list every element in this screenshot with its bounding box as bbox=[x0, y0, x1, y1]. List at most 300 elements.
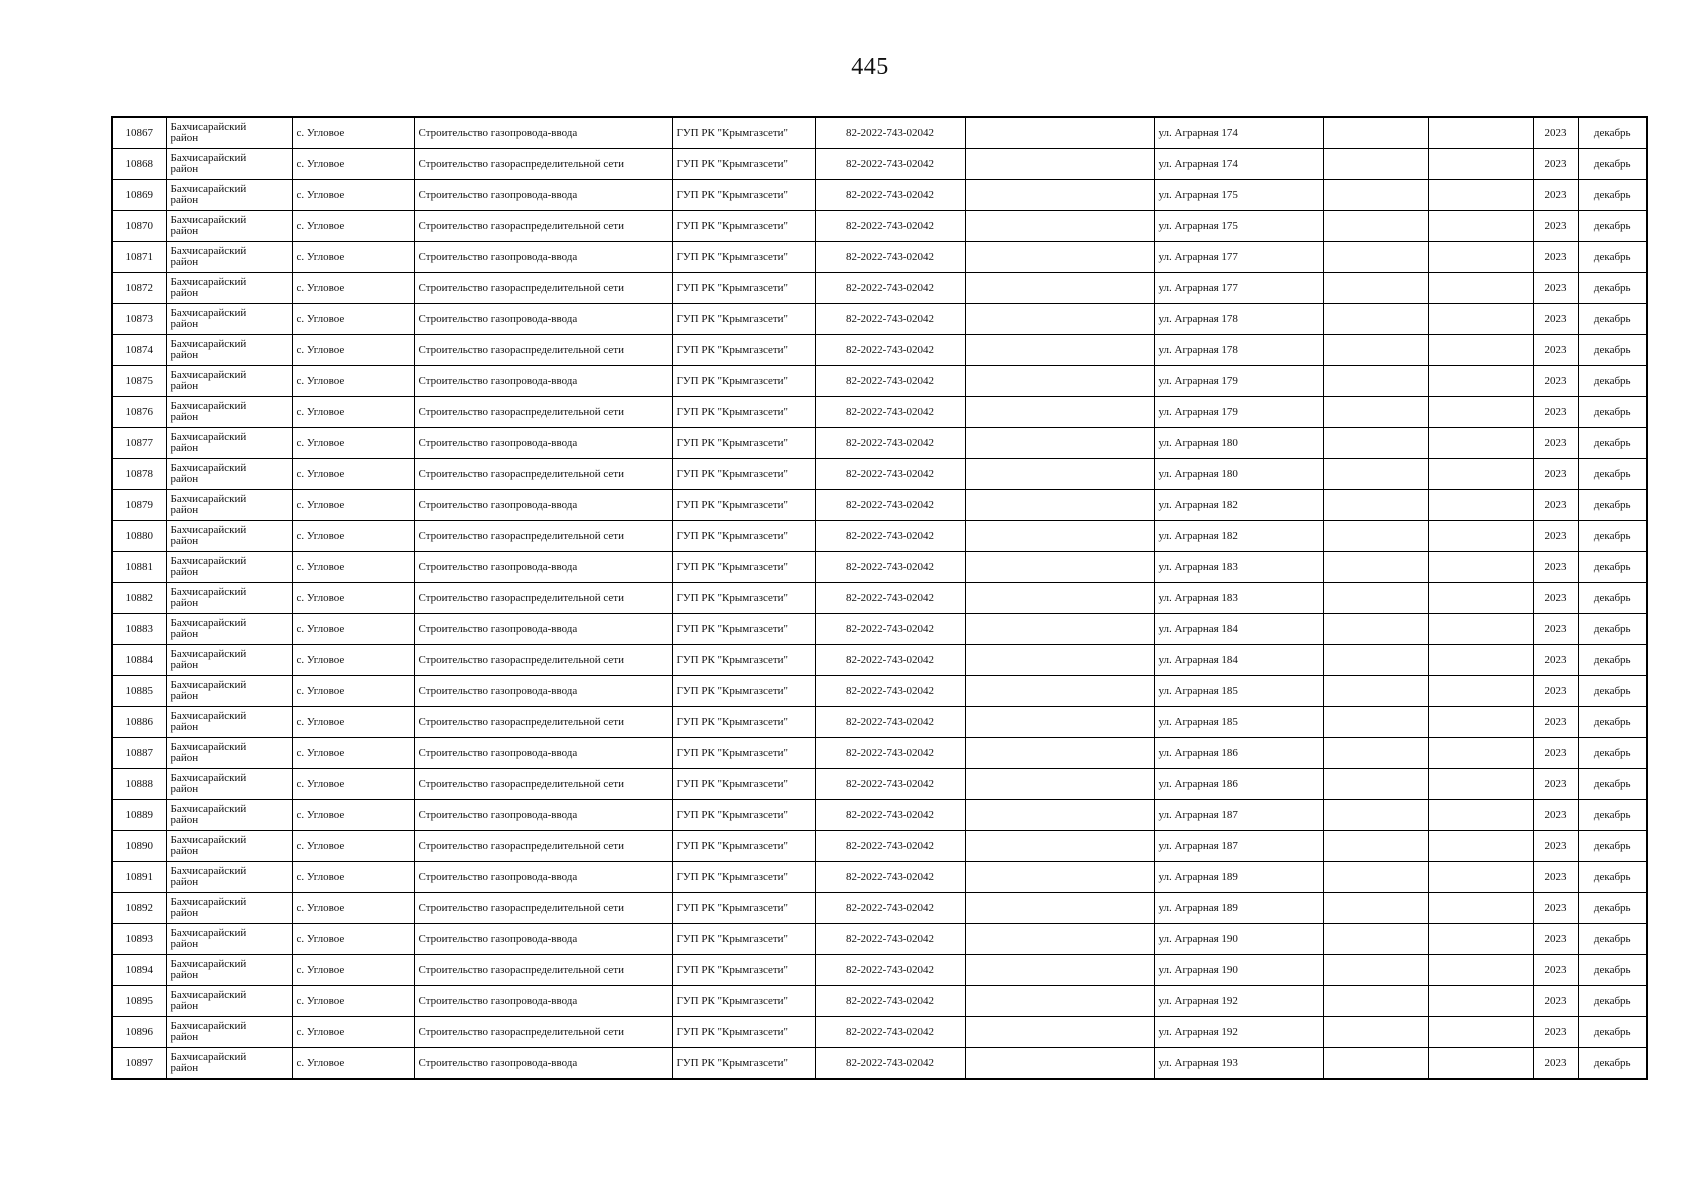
district-name-line2: район bbox=[170, 318, 199, 330]
cell-month: декабрь bbox=[1578, 428, 1647, 459]
cell-empty bbox=[965, 893, 1154, 924]
cell-month: декабрь bbox=[1578, 893, 1647, 924]
table-row bbox=[112, 707, 1647, 738]
cell-year: 2023 bbox=[1533, 924, 1578, 955]
cell-number: 10869 bbox=[112, 180, 166, 211]
cell-work-type: Строительство газораспределительной сети bbox=[414, 273, 672, 304]
cell-work-type: Строительство газораспределительной сети bbox=[414, 1017, 672, 1048]
cell-district bbox=[166, 707, 292, 738]
cell-year: 2023 bbox=[1533, 428, 1578, 459]
district-name-line2: район bbox=[170, 163, 199, 175]
table-row bbox=[112, 521, 1647, 552]
cell-address: ул. Аграрная 174 bbox=[1154, 149, 1323, 180]
district-name-line1: Бахчисарайский bbox=[170, 834, 247, 846]
cell-month: декабрь bbox=[1578, 397, 1647, 428]
cell-registry-code: 82-2022-743-02042 bbox=[815, 459, 965, 490]
cell-settlement: с. Угловое bbox=[292, 676, 414, 707]
district-name-line1: Бахчисарайский bbox=[170, 245, 247, 257]
cell-district bbox=[166, 366, 292, 397]
cell-work-type: Строительство газопровода-ввода bbox=[414, 304, 672, 335]
district-name-line1: Бахчисарайский bbox=[170, 958, 247, 970]
cell-registry-code: 82-2022-743-02042 bbox=[815, 924, 965, 955]
cell-organization: ГУП РК "Крымгазсети" bbox=[672, 211, 815, 242]
cell-organization: ГУП РК "Крымгазсети" bbox=[672, 645, 815, 676]
district-name-line1: Бахчисарайский bbox=[170, 865, 247, 877]
district-name-line1: Бахчисарайский bbox=[170, 710, 247, 722]
cell-number: 10897 bbox=[112, 1048, 166, 1080]
cell-empty bbox=[1428, 1017, 1533, 1048]
cell-district bbox=[166, 149, 292, 180]
cell-organization: ГУП РК "Крымгазсети" bbox=[672, 738, 815, 769]
cell-empty bbox=[1323, 707, 1428, 738]
cell-empty bbox=[1323, 831, 1428, 862]
cell-work-type: Строительство газораспределительной сети bbox=[414, 459, 672, 490]
cell-month: декабрь bbox=[1578, 614, 1647, 645]
cell-registry-code: 82-2022-743-02042 bbox=[815, 366, 965, 397]
cell-number: 10889 bbox=[112, 800, 166, 831]
district-name-line2: район bbox=[170, 411, 199, 423]
cell-empty bbox=[1428, 707, 1533, 738]
district-name-line2: район bbox=[170, 907, 199, 919]
cell-settlement: с. Угловое bbox=[292, 366, 414, 397]
cell-year: 2023 bbox=[1533, 117, 1578, 149]
cell-address: ул. Аграрная 180 bbox=[1154, 428, 1323, 459]
district-name-line2: район bbox=[170, 969, 199, 981]
cell-address: ул. Аграрная 178 bbox=[1154, 335, 1323, 366]
table-row bbox=[112, 676, 1647, 707]
cell-district bbox=[166, 614, 292, 645]
cell-work-type: Строительство газопровода-ввода bbox=[414, 366, 672, 397]
cell-address: ул. Аграрная 182 bbox=[1154, 490, 1323, 521]
cell-empty bbox=[965, 397, 1154, 428]
district-name-line2: район bbox=[170, 690, 199, 702]
cell-empty bbox=[1428, 490, 1533, 521]
cell-empty bbox=[965, 676, 1154, 707]
cell-settlement: с. Угловое bbox=[292, 180, 414, 211]
cell-number: 10894 bbox=[112, 955, 166, 986]
district-name-line1: Бахчисарайский bbox=[170, 803, 247, 815]
cell-year: 2023 bbox=[1533, 986, 1578, 1017]
cell-settlement: с. Угловое bbox=[292, 521, 414, 552]
cell-work-type: Строительство газораспределительной сети bbox=[414, 397, 672, 428]
cell-year: 2023 bbox=[1533, 552, 1578, 583]
cell-address: ул. Аграрная 187 bbox=[1154, 800, 1323, 831]
district-name-line2: район bbox=[170, 473, 199, 485]
cell-work-type: Строительство газораспределительной сети bbox=[414, 645, 672, 676]
district-name-line2: район bbox=[170, 1000, 199, 1012]
table-row bbox=[112, 211, 1647, 242]
cell-work-type: Строительство газопровода-ввода bbox=[414, 862, 672, 893]
cell-settlement: с. Угловое bbox=[292, 1048, 414, 1080]
cell-empty bbox=[1323, 366, 1428, 397]
cell-settlement: с. Угловое bbox=[292, 924, 414, 955]
cell-empty bbox=[1323, 242, 1428, 273]
cell-empty bbox=[1428, 180, 1533, 211]
cell-year: 2023 bbox=[1533, 490, 1578, 521]
district-name-line2: район bbox=[170, 628, 199, 640]
cell-work-type: Строительство газораспределительной сети bbox=[414, 955, 672, 986]
cell-organization: ГУП РК "Крымгазсети" bbox=[672, 366, 815, 397]
table-row bbox=[112, 149, 1647, 180]
cell-year: 2023 bbox=[1533, 397, 1578, 428]
cell-work-type: Строительство газопровода-ввода bbox=[414, 1048, 672, 1080]
cell-empty bbox=[965, 738, 1154, 769]
district-name-line1: Бахчисарайский bbox=[170, 214, 247, 226]
cell-number: 10886 bbox=[112, 707, 166, 738]
cell-district bbox=[166, 986, 292, 1017]
cell-address: ул. Аграрная 175 bbox=[1154, 180, 1323, 211]
cell-district bbox=[166, 800, 292, 831]
cell-month: декабрь bbox=[1578, 335, 1647, 366]
table-row bbox=[112, 397, 1647, 428]
cell-empty bbox=[1323, 521, 1428, 552]
cell-work-type: Строительство газопровода-ввода bbox=[414, 180, 672, 211]
cell-district bbox=[166, 955, 292, 986]
cell-settlement: с. Угловое bbox=[292, 645, 414, 676]
cell-empty bbox=[965, 1048, 1154, 1080]
cell-empty bbox=[1323, 304, 1428, 335]
table-row bbox=[112, 645, 1647, 676]
cell-empty bbox=[1323, 1017, 1428, 1048]
cell-registry-code: 82-2022-743-02042 bbox=[815, 242, 965, 273]
cell-empty bbox=[1428, 366, 1533, 397]
cell-registry-code: 82-2022-743-02042 bbox=[815, 335, 965, 366]
district-name-line1: Бахчисарайский bbox=[170, 524, 247, 536]
table-row bbox=[112, 1017, 1647, 1048]
cell-empty bbox=[1323, 924, 1428, 955]
cell-empty bbox=[1428, 521, 1533, 552]
cell-year: 2023 bbox=[1533, 645, 1578, 676]
district-name-line1: Бахчисарайский bbox=[170, 431, 247, 443]
cell-work-type: Строительство газораспределительной сети bbox=[414, 335, 672, 366]
table-row bbox=[112, 614, 1647, 645]
table-row bbox=[112, 335, 1647, 366]
cell-district bbox=[166, 117, 292, 149]
cell-year: 2023 bbox=[1533, 366, 1578, 397]
cell-empty bbox=[965, 924, 1154, 955]
cell-empty bbox=[1428, 862, 1533, 893]
cell-empty bbox=[965, 583, 1154, 614]
cell-settlement: с. Угловое bbox=[292, 893, 414, 924]
cell-empty bbox=[1323, 273, 1428, 304]
cell-year: 2023 bbox=[1533, 1048, 1578, 1080]
cell-settlement: с. Угловое bbox=[292, 428, 414, 459]
cell-organization: ГУП РК "Крымгазсети" bbox=[672, 1048, 815, 1080]
cell-year: 2023 bbox=[1533, 180, 1578, 211]
cell-work-type: Строительство газопровода-ввода bbox=[414, 738, 672, 769]
district-name-line1: Бахчисарайский bbox=[170, 648, 247, 660]
cell-month: декабрь bbox=[1578, 769, 1647, 800]
cell-district bbox=[166, 1048, 292, 1080]
cell-organization: ГУП РК "Крымгазсети" bbox=[672, 831, 815, 862]
cell-work-type: Строительство газопровода-ввода bbox=[414, 428, 672, 459]
cell-empty bbox=[965, 149, 1154, 180]
cell-month: декабрь bbox=[1578, 1048, 1647, 1080]
cell-empty bbox=[965, 211, 1154, 242]
cell-registry-code: 82-2022-743-02042 bbox=[815, 986, 965, 1017]
cell-organization: ГУП РК "Крымгазсети" bbox=[672, 862, 815, 893]
cell-work-type: Строительство газораспределительной сети bbox=[414, 521, 672, 552]
cell-empty bbox=[1323, 490, 1428, 521]
cell-registry-code: 82-2022-743-02042 bbox=[815, 304, 965, 335]
district-name-line2: район bbox=[170, 597, 199, 609]
cell-settlement: с. Угловое bbox=[292, 335, 414, 366]
cell-address: ул. Аграрная 177 bbox=[1154, 242, 1323, 273]
cell-number: 10871 bbox=[112, 242, 166, 273]
cell-number: 10890 bbox=[112, 831, 166, 862]
cell-address: ул. Аграрная 192 bbox=[1154, 986, 1323, 1017]
cell-organization: ГУП РК "Крымгазсети" bbox=[672, 800, 815, 831]
cell-address: ул. Аграрная 180 bbox=[1154, 459, 1323, 490]
cell-empty bbox=[965, 273, 1154, 304]
cell-address: ул. Аграрная 190 bbox=[1154, 924, 1323, 955]
cell-empty bbox=[1428, 1048, 1533, 1080]
cell-empty bbox=[1428, 986, 1533, 1017]
cell-address: ул. Аграрная 193 bbox=[1154, 1048, 1323, 1080]
cell-month: декабрь bbox=[1578, 831, 1647, 862]
cell-empty bbox=[1428, 831, 1533, 862]
table-row bbox=[112, 552, 1647, 583]
table-row bbox=[112, 831, 1647, 862]
cell-address: ул. Аграрная 187 bbox=[1154, 831, 1323, 862]
cell-empty bbox=[1428, 676, 1533, 707]
cell-empty bbox=[965, 645, 1154, 676]
cell-registry-code: 82-2022-743-02042 bbox=[815, 273, 965, 304]
cell-number: 10896 bbox=[112, 1017, 166, 1048]
district-name-line2: район bbox=[170, 287, 199, 299]
cell-address: ул. Аграрная 179 bbox=[1154, 366, 1323, 397]
cell-empty bbox=[965, 366, 1154, 397]
district-name-line2: район bbox=[170, 938, 199, 950]
table-row bbox=[112, 242, 1647, 273]
district-name-line1: Бахчисарайский bbox=[170, 927, 247, 939]
cell-registry-code: 82-2022-743-02042 bbox=[815, 862, 965, 893]
cell-number: 10868 bbox=[112, 149, 166, 180]
district-name-line1: Бахчисарайский bbox=[170, 989, 247, 1001]
cell-empty bbox=[965, 955, 1154, 986]
cell-empty bbox=[1428, 614, 1533, 645]
cell-year: 2023 bbox=[1533, 521, 1578, 552]
cell-settlement: с. Угловое bbox=[292, 149, 414, 180]
table-row bbox=[112, 428, 1647, 459]
cell-empty bbox=[965, 459, 1154, 490]
cell-organization: ГУП РК "Крымгазсети" bbox=[672, 428, 815, 459]
district-name-line2: район bbox=[170, 876, 199, 888]
district-name-line1: Бахчисарайский bbox=[170, 586, 247, 598]
table-row bbox=[112, 304, 1647, 335]
cell-year: 2023 bbox=[1533, 149, 1578, 180]
cell-number: 10892 bbox=[112, 893, 166, 924]
cell-month: декабрь bbox=[1578, 645, 1647, 676]
cell-registry-code: 82-2022-743-02042 bbox=[815, 645, 965, 676]
cell-number: 10891 bbox=[112, 862, 166, 893]
cell-number: 10872 bbox=[112, 273, 166, 304]
cell-month: декабрь bbox=[1578, 924, 1647, 955]
cell-number: 10880 bbox=[112, 521, 166, 552]
cell-organization: ГУП РК "Крымгазсети" bbox=[672, 583, 815, 614]
cell-month: декабрь bbox=[1578, 521, 1647, 552]
cell-settlement: с. Угловое bbox=[292, 552, 414, 583]
cell-organization: ГУП РК "Крымгазсети" bbox=[672, 707, 815, 738]
district-name-line2: район bbox=[170, 535, 199, 547]
cell-empty bbox=[1428, 924, 1533, 955]
cell-district bbox=[166, 583, 292, 614]
cell-work-type: Строительство газопровода-ввода bbox=[414, 924, 672, 955]
cell-year: 2023 bbox=[1533, 800, 1578, 831]
cell-address: ул. Аграрная 192 bbox=[1154, 1017, 1323, 1048]
cell-organization: ГУП РК "Крымгазсети" bbox=[672, 242, 815, 273]
cell-organization: ГУП РК "Крымгазсети" bbox=[672, 769, 815, 800]
cell-district bbox=[166, 831, 292, 862]
cell-address: ул. Аграрная 183 bbox=[1154, 552, 1323, 583]
cell-empty bbox=[1323, 614, 1428, 645]
cell-registry-code: 82-2022-743-02042 bbox=[815, 955, 965, 986]
cell-organization: ГУП РК "Крымгазсети" bbox=[672, 955, 815, 986]
cell-settlement: с. Угловое bbox=[292, 304, 414, 335]
district-name-line1: Бахчисарайский bbox=[170, 462, 247, 474]
cell-registry-code: 82-2022-743-02042 bbox=[815, 614, 965, 645]
cell-address: ул. Аграрная 185 bbox=[1154, 707, 1323, 738]
cell-district bbox=[166, 335, 292, 366]
cell-work-type: Строительство газопровода-ввода bbox=[414, 800, 672, 831]
district-name-line2: район bbox=[170, 132, 199, 144]
cell-empty bbox=[1428, 738, 1533, 769]
cell-district bbox=[166, 738, 292, 769]
cell-work-type: Строительство газопровода-ввода bbox=[414, 242, 672, 273]
cell-empty bbox=[1428, 459, 1533, 490]
cell-empty bbox=[965, 769, 1154, 800]
cell-year: 2023 bbox=[1533, 893, 1578, 924]
district-name-line2: район bbox=[170, 256, 199, 268]
cell-settlement: с. Угловое bbox=[292, 955, 414, 986]
cell-empty bbox=[1323, 645, 1428, 676]
cell-number: 10870 bbox=[112, 211, 166, 242]
cell-address: ул. Аграрная 175 bbox=[1154, 211, 1323, 242]
cell-organization: ГУП РК "Крымгазсети" bbox=[672, 335, 815, 366]
cell-month: декабрь bbox=[1578, 1017, 1647, 1048]
table-row bbox=[112, 986, 1647, 1017]
cell-organization: ГУП РК "Крымгазсети" bbox=[672, 180, 815, 211]
cell-settlement: с. Угловое bbox=[292, 397, 414, 428]
table-row bbox=[112, 955, 1647, 986]
table-row bbox=[112, 117, 1647, 149]
cell-year: 2023 bbox=[1533, 738, 1578, 769]
cell-district bbox=[166, 769, 292, 800]
cell-number: 10882 bbox=[112, 583, 166, 614]
cell-month: декабрь bbox=[1578, 304, 1647, 335]
table-row bbox=[112, 366, 1647, 397]
cell-organization: ГУП РК "Крымгазсети" bbox=[672, 397, 815, 428]
cell-settlement: с. Угловое bbox=[292, 769, 414, 800]
cell-number: 10885 bbox=[112, 676, 166, 707]
cell-registry-code: 82-2022-743-02042 bbox=[815, 738, 965, 769]
cell-district bbox=[166, 490, 292, 521]
cell-registry-code: 82-2022-743-02042 bbox=[815, 149, 965, 180]
cell-year: 2023 bbox=[1533, 211, 1578, 242]
cell-month: декабрь bbox=[1578, 180, 1647, 211]
cell-district bbox=[166, 552, 292, 583]
cell-empty bbox=[1323, 459, 1428, 490]
cell-work-type: Строительство газораспределительной сети bbox=[414, 893, 672, 924]
cell-address: ул. Аграрная 186 bbox=[1154, 769, 1323, 800]
cell-month: декабрь bbox=[1578, 366, 1647, 397]
cell-month: декабрь bbox=[1578, 552, 1647, 583]
cell-registry-code: 82-2022-743-02042 bbox=[815, 831, 965, 862]
cell-empty bbox=[965, 1017, 1154, 1048]
cell-address: ул. Аграрная 186 bbox=[1154, 738, 1323, 769]
cell-settlement: с. Угловое bbox=[292, 831, 414, 862]
cell-registry-code: 82-2022-743-02042 bbox=[815, 552, 965, 583]
district-name-line1: Бахчисарайский bbox=[170, 741, 247, 753]
cell-empty bbox=[1323, 552, 1428, 583]
cell-empty bbox=[1428, 242, 1533, 273]
district-name-line1: Бахчисарайский bbox=[170, 276, 247, 288]
cell-empty bbox=[1428, 304, 1533, 335]
cell-month: декабрь bbox=[1578, 490, 1647, 521]
district-name-line1: Бахчисарайский bbox=[170, 369, 247, 381]
cell-empty bbox=[1323, 862, 1428, 893]
cell-year: 2023 bbox=[1533, 335, 1578, 366]
cell-settlement: с. Угловое bbox=[292, 707, 414, 738]
cell-empty bbox=[1323, 738, 1428, 769]
cell-organization: ГУП РК "Крымгазсети" bbox=[672, 149, 815, 180]
cell-address: ул. Аграрная 177 bbox=[1154, 273, 1323, 304]
cell-district bbox=[166, 1017, 292, 1048]
district-name-line2: район bbox=[170, 1031, 199, 1043]
cell-registry-code: 82-2022-743-02042 bbox=[815, 117, 965, 149]
cell-settlement: с. Угловое bbox=[292, 862, 414, 893]
cell-address: ул. Аграрная 182 bbox=[1154, 521, 1323, 552]
table-row bbox=[112, 490, 1647, 521]
cell-organization: ГУП РК "Крымгазсети" bbox=[672, 552, 815, 583]
table-row bbox=[112, 583, 1647, 614]
cell-empty bbox=[1428, 955, 1533, 986]
cell-empty bbox=[965, 242, 1154, 273]
cell-month: декабрь bbox=[1578, 676, 1647, 707]
cell-empty bbox=[1323, 955, 1428, 986]
district-name-line1: Бахчисарайский bbox=[170, 400, 247, 412]
cell-address: ул. Аграрная 174 bbox=[1154, 117, 1323, 149]
table-row bbox=[112, 862, 1647, 893]
cell-work-type: Строительство газораспределительной сети bbox=[414, 211, 672, 242]
cell-empty bbox=[1323, 800, 1428, 831]
cell-empty bbox=[965, 521, 1154, 552]
cell-empty bbox=[965, 614, 1154, 645]
district-name-line2: район bbox=[170, 814, 199, 826]
cell-registry-code: 82-2022-743-02042 bbox=[815, 707, 965, 738]
cell-year: 2023 bbox=[1533, 831, 1578, 862]
district-name-line1: Бахчисарайский bbox=[170, 152, 247, 164]
cell-empty bbox=[965, 986, 1154, 1017]
cell-empty bbox=[1428, 117, 1533, 149]
cell-month: декабрь bbox=[1578, 986, 1647, 1017]
cell-district bbox=[166, 397, 292, 428]
cell-settlement: с. Угловое bbox=[292, 459, 414, 490]
cell-address: ул. Аграрная 183 bbox=[1154, 583, 1323, 614]
cell-address: ул. Аграрная 184 bbox=[1154, 645, 1323, 676]
cell-district bbox=[166, 893, 292, 924]
cell-registry-code: 82-2022-743-02042 bbox=[815, 397, 965, 428]
table-row bbox=[112, 893, 1647, 924]
table-row bbox=[112, 459, 1647, 490]
district-name-line1: Бахчисарайский bbox=[170, 617, 247, 629]
cell-address: ул. Аграрная 179 bbox=[1154, 397, 1323, 428]
cell-work-type: Строительство газопровода-ввода bbox=[414, 986, 672, 1017]
cell-empty bbox=[965, 180, 1154, 211]
cell-month: декабрь bbox=[1578, 738, 1647, 769]
cell-registry-code: 82-2022-743-02042 bbox=[815, 676, 965, 707]
cell-work-type: Строительство газораспределительной сети bbox=[414, 769, 672, 800]
